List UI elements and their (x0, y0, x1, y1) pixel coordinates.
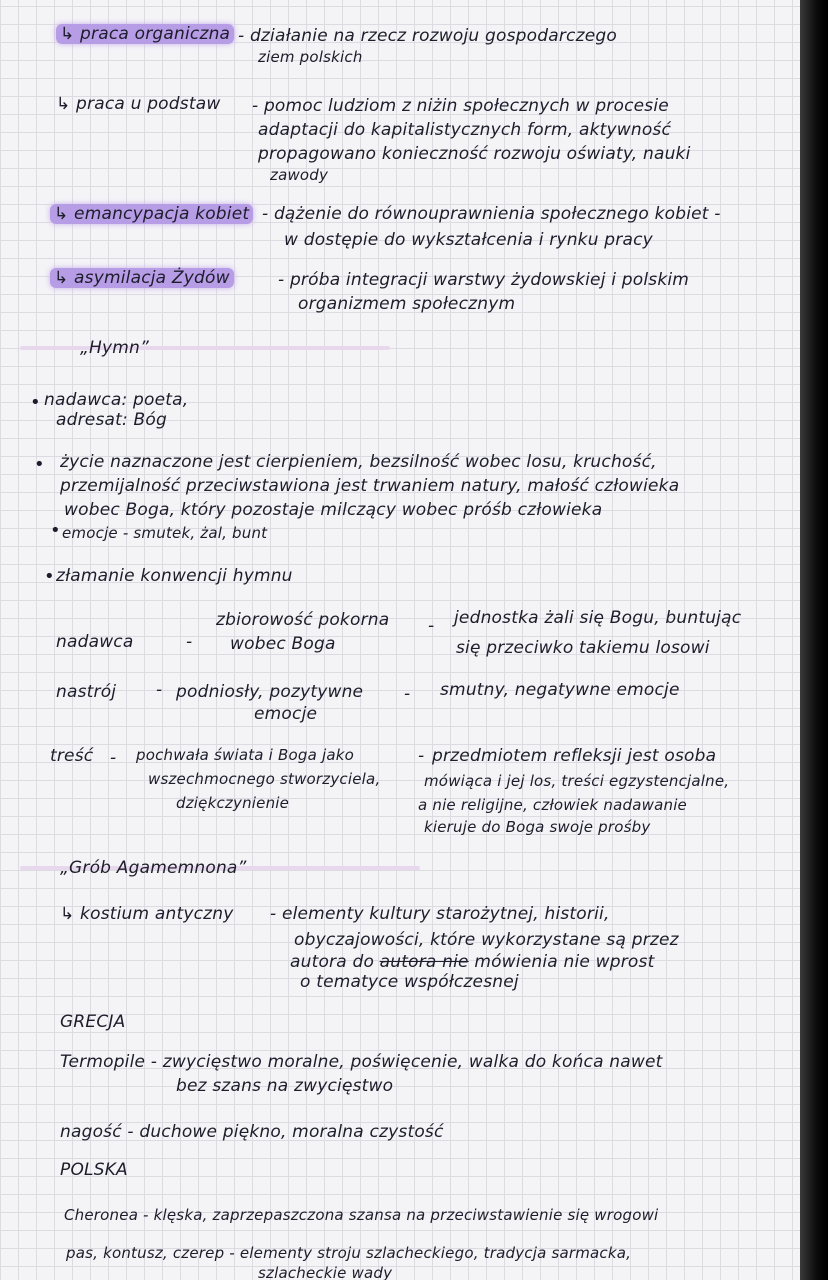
note-line: pas, kontusz, czerep - elementy stroju szlacheckiego, tradycja sarmacka, (66, 1244, 632, 1262)
comparison-left: pochwała świata i Boga jako (136, 746, 354, 764)
note-definition: - elementy kultury starożytnej, historii, (270, 904, 610, 924)
bullet: • (44, 566, 55, 587)
note-line: organizmem społecznym (298, 294, 516, 314)
note-definition: - próba integracji warstwy żydowskiej i polskim (278, 270, 690, 290)
dash: - (156, 680, 163, 700)
comparison-right: przedmiotem refleksji jest osoba (432, 746, 717, 766)
note-line: złamanie konwencji hymnu (56, 566, 293, 586)
note-line: życie naznaczone jest cierpieniem, bezsilność wobec losu, kruchość, (60, 452, 657, 472)
dash: - (110, 748, 117, 768)
note-line: adaptacji do kapitalistycznych form, aktywność (258, 120, 672, 140)
comparison-left: podniosły, pozytywne (176, 682, 364, 702)
note-line: emocje - smutek, żal, bunt (62, 524, 268, 542)
note-term: ↳ emancypacja kobiet (50, 204, 253, 224)
note-term: ↳ praca u podstaw (56, 94, 221, 114)
section-heading-polska: POLSKA (60, 1160, 128, 1180)
bullet: • (30, 392, 41, 413)
note-line: szlacheckie wady (258, 1264, 393, 1280)
bullet: • (34, 454, 45, 475)
note-line: bez szans na zwycięstwo (176, 1076, 394, 1096)
note-definition: - dążenie do równouprawnienia społecznego kobiet - (262, 204, 721, 224)
comparison-left: dziękczynienie (176, 794, 290, 812)
comparison-left: wszechmocnego stworzyciela, (148, 770, 381, 788)
note-line: wobec Boga, który pozostaje milczący wobec próśb człowieka (64, 500, 603, 520)
note-line: nadawca: poeta, (44, 390, 189, 410)
note-term: ↳ asymilacja Żydów (50, 268, 234, 288)
note-line: obyczajowości, które wykorzystane są przez (294, 930, 679, 950)
note-line: o tematyce współczesnej (300, 972, 519, 992)
note-line: przemijalność przeciwstawiona jest trwaniem natury, małość człowieka (60, 476, 680, 496)
comparison-right: a nie religijne, człowiek nadawanie (418, 796, 687, 814)
dash: - (186, 632, 193, 652)
comparison-label: nastrój (56, 682, 117, 702)
note-definition: - działanie na rzecz rozwoju gospodarczego (238, 26, 617, 46)
note-term: ↳ praca organiczna (56, 24, 234, 44)
note-line: Cheronea - klęska, zaprzepaszczona szansa na przeciwstawienie się wrogowi (64, 1206, 659, 1224)
note-line: autora do autora nie mówienia nie wprost (290, 952, 655, 972)
note-line: ziem polskich (258, 48, 363, 66)
heading-highlight (20, 346, 390, 350)
page-edge-shadow (800, 0, 828, 1280)
note-line: w dostępie do wykształcenia i rynku pracy (284, 230, 653, 250)
note-line: propagowano konieczność rozwoju oświaty, nauki (258, 144, 691, 164)
note-line: adresat: Bóg (56, 410, 167, 430)
note-term: ↳ kostium antyczny (60, 904, 234, 924)
comparison-right: się przeciwko takiemu losowi (456, 638, 710, 658)
dash: - (418, 746, 425, 766)
comparison-right: mówiąca i jej los, treści egzystencjalne, (424, 772, 730, 790)
dash: - (428, 616, 435, 636)
comparison-left: emocje (254, 704, 318, 724)
note-line: nagość - duchowe piękno, moralna czystość (60, 1122, 444, 1142)
note-line: Termopile - zwycięstwo moralne, poświęcenie, walka do końca nawet (60, 1052, 663, 1072)
comparison-label: treść (50, 746, 94, 766)
comparison-right: smutny, negatywne emocje (440, 680, 680, 700)
dash: - (404, 684, 411, 704)
comparison-left: wobec Boga (230, 634, 336, 654)
comparison-left: zbiorowość pokorna (216, 610, 390, 630)
note-line: zawody (270, 166, 329, 184)
section-heading-hymn: „Hymn” (80, 338, 149, 358)
bullet: • (50, 520, 61, 541)
section-heading-grecja: GRECJA (60, 1012, 126, 1032)
comparison-label: nadawca (56, 632, 134, 652)
comparison-right: jednostka żali się Bogu, buntując (454, 608, 742, 628)
section-heading-grob: „Grób Agamemnona” (60, 858, 247, 878)
comparison-right: kieruje do Boga swoje prośby (424, 818, 651, 836)
note-definition: - pomoc ludziom z niżin społecznych w procesie (252, 96, 669, 116)
